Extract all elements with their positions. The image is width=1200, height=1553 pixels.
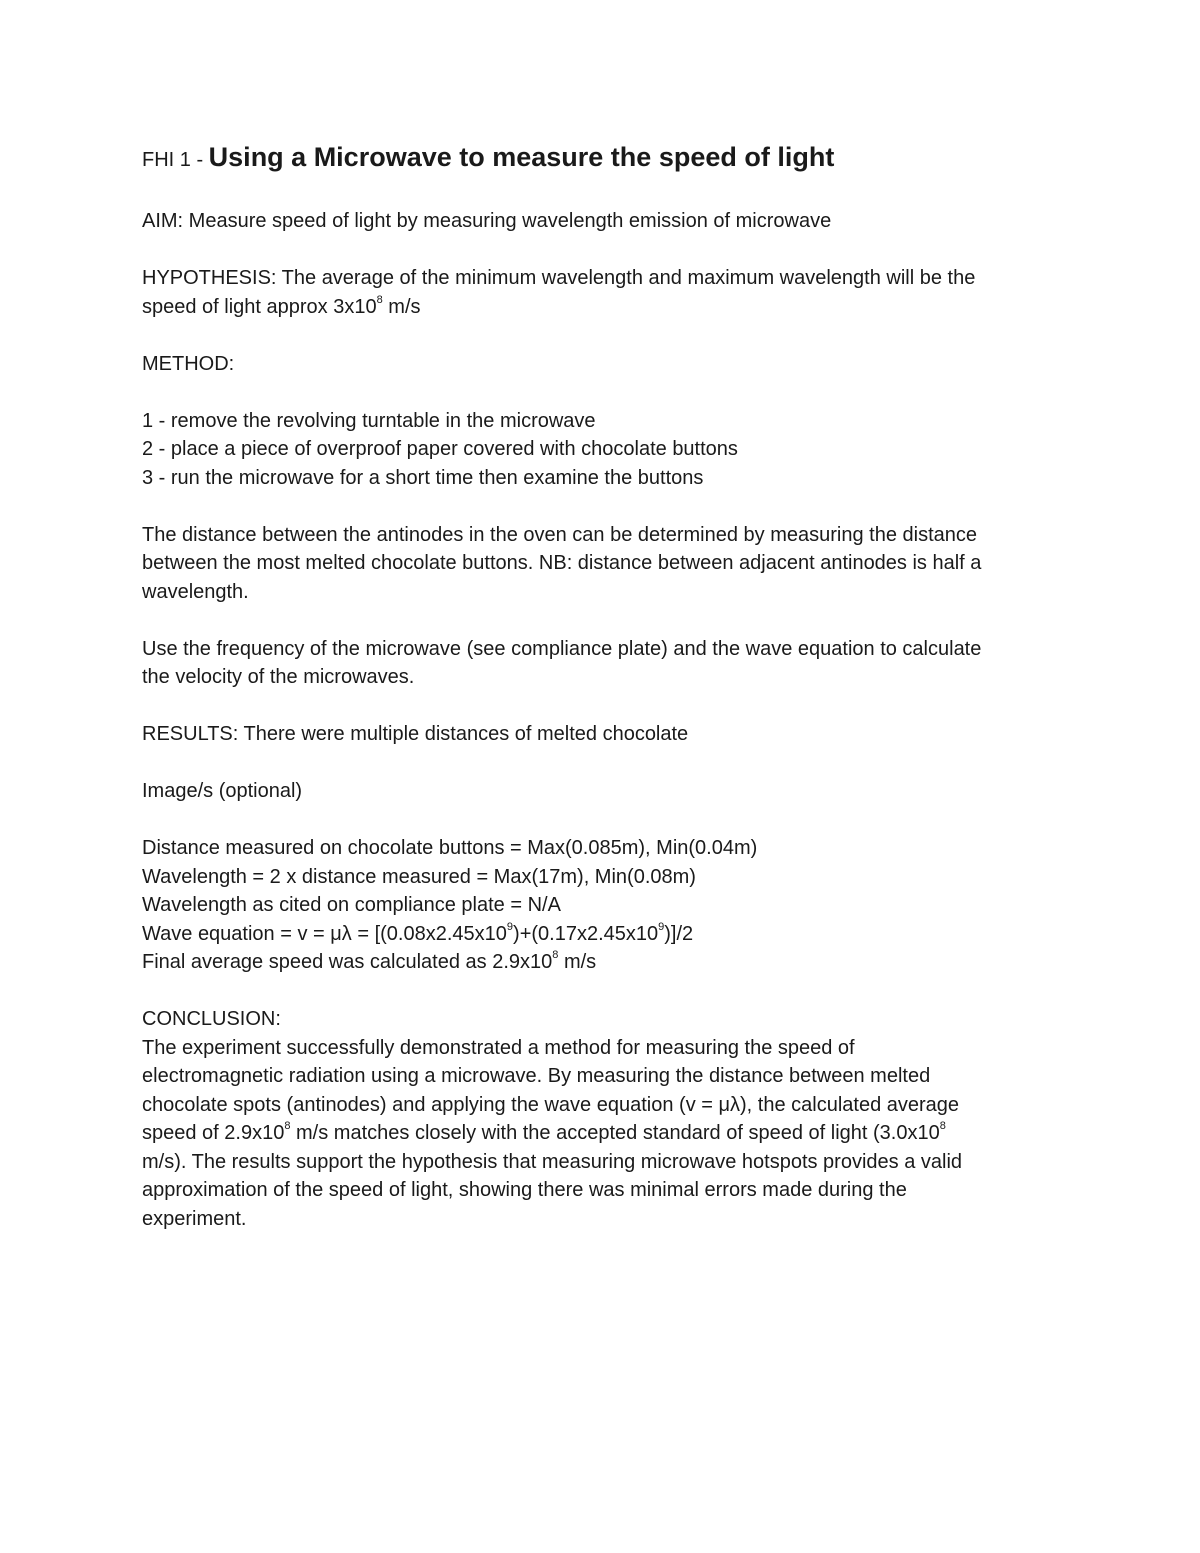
- conclusion-section: [142, 1005, 1062, 1233]
- final-speed-text: Final average speed was calculated as 2.9x10: [142, 951, 553, 973]
- conclusion-line: chocolate spots (antinodes) and applying the wave equation (v = μλ), the calculated average: [142, 1093, 960, 1116]
- wavelength-cited: Wavelength as cited on compliance plate = N/A: [142, 894, 561, 916]
- method-heading-block: [142, 350, 1062, 379]
- conclusion-exponent: 8: [284, 1120, 291, 1133]
- method-paragraph-antinodes: [142, 521, 1062, 607]
- title-main: Using a Microwave to measure the speed of light: [208, 142, 835, 172]
- aim-section: [142, 207, 1062, 236]
- conclusion-line: experiment.: [142, 1207, 247, 1230]
- conclusion-line: [142, 1119, 1062, 1148]
- hypothesis-exponent: 8: [376, 293, 383, 306]
- conclusion-exponent: 8: [939, 1120, 946, 1133]
- paragraph-line: the velocity of the microwaves.: [142, 666, 415, 688]
- paragraph-line: between the most melted chocolate buttons. NB: distance between adjacent antinodes is half a: [142, 552, 982, 574]
- conclusion-line-part: m/s matches closely with the accepted standard of speed of light (3.0x10: [290, 1122, 940, 1144]
- wave-equation-part: )+(0.17x2.45x10: [513, 922, 659, 945]
- wave-equation-part: )]/2: [664, 922, 694, 945]
- conclusion-line-part: speed of 2.9x10: [142, 1122, 285, 1144]
- conclusion-line: m/s). The results support the hypothesis that measuring microwave hotspots provides a valid: [142, 1150, 963, 1173]
- document-page: [142, 138, 1062, 1262]
- hypothesis-unit: m/s: [382, 295, 421, 318]
- wavelength-measured: Wavelength = 2 x distance measured = Max(17m), Min(0.08m): [142, 865, 696, 888]
- final-speed: [142, 948, 1062, 977]
- results-section: [142, 720, 1062, 749]
- wave-equation: [142, 920, 1062, 949]
- hypothesis-line-1: HYPOTHESIS: The average of the minimum wavelength and maximum wavelength will be the: [142, 267, 976, 289]
- paragraph-line: The distance between the antinodes in the oven can be determined by measuring the distance: [142, 523, 977, 546]
- wave-equation-exponent: 9: [658, 920, 665, 933]
- images-label: Image/s (optional): [142, 780, 303, 802]
- measurements-section: [142, 834, 1062, 977]
- conclusion-line: The experiment successfully demonstrated a method for measuring the speed of: [142, 1036, 855, 1059]
- conclusion-line: electromagnetic radiation using a microwave. By measuring the distance between melted: [142, 1065, 931, 1087]
- conclusion-line: approximation of the speed of light, showing there was minimal errors made during the: [142, 1179, 907, 1201]
- method-step: 2 - place a piece of overproof paper covered with chocolate buttons: [142, 438, 738, 460]
- method-paragraph-frequency: [142, 635, 1062, 692]
- hypothesis-section: [142, 264, 1062, 321]
- method-steps: [142, 407, 1062, 493]
- final-speed-exponent: 8: [552, 949, 559, 962]
- paragraph-line: wavelength.: [142, 580, 249, 603]
- images-section: [142, 777, 1062, 806]
- title-prefix: FHI 1 -: [142, 149, 209, 171]
- method-step: 1 - remove the revolving turntable in the microwave: [142, 409, 596, 432]
- distance-measured: Distance measured on chocolate buttons = Max(0.085m), Min(0.04m): [142, 837, 758, 859]
- final-speed-unit: m/s: [558, 951, 597, 973]
- method-step: 3 - run the microwave for a short time then examine the buttons: [142, 466, 704, 489]
- results-text: RESULTS: There were multiple distances of melted chocolate: [142, 723, 689, 745]
- hypothesis-line-2-text: speed of light approx 3x10: [142, 295, 377, 318]
- paragraph-line: Use the frequency of the microwave (see compliance plate) and the wave equation to calculate: [142, 637, 982, 660]
- hypothesis-line-2: [142, 293, 1062, 322]
- wave-equation-part: Wave equation = v = μλ = [(0.08x2.45x10: [142, 922, 507, 945]
- method-heading: METHOD:: [142, 352, 235, 375]
- aim-text: AIM: Measure speed of light by measuring wavelength emission of microwave: [142, 210, 832, 232]
- document-title: [142, 138, 1062, 179]
- wave-equation-exponent: 9: [506, 920, 514, 933]
- conclusion-heading: CONCLUSION:: [142, 1008, 281, 1030]
